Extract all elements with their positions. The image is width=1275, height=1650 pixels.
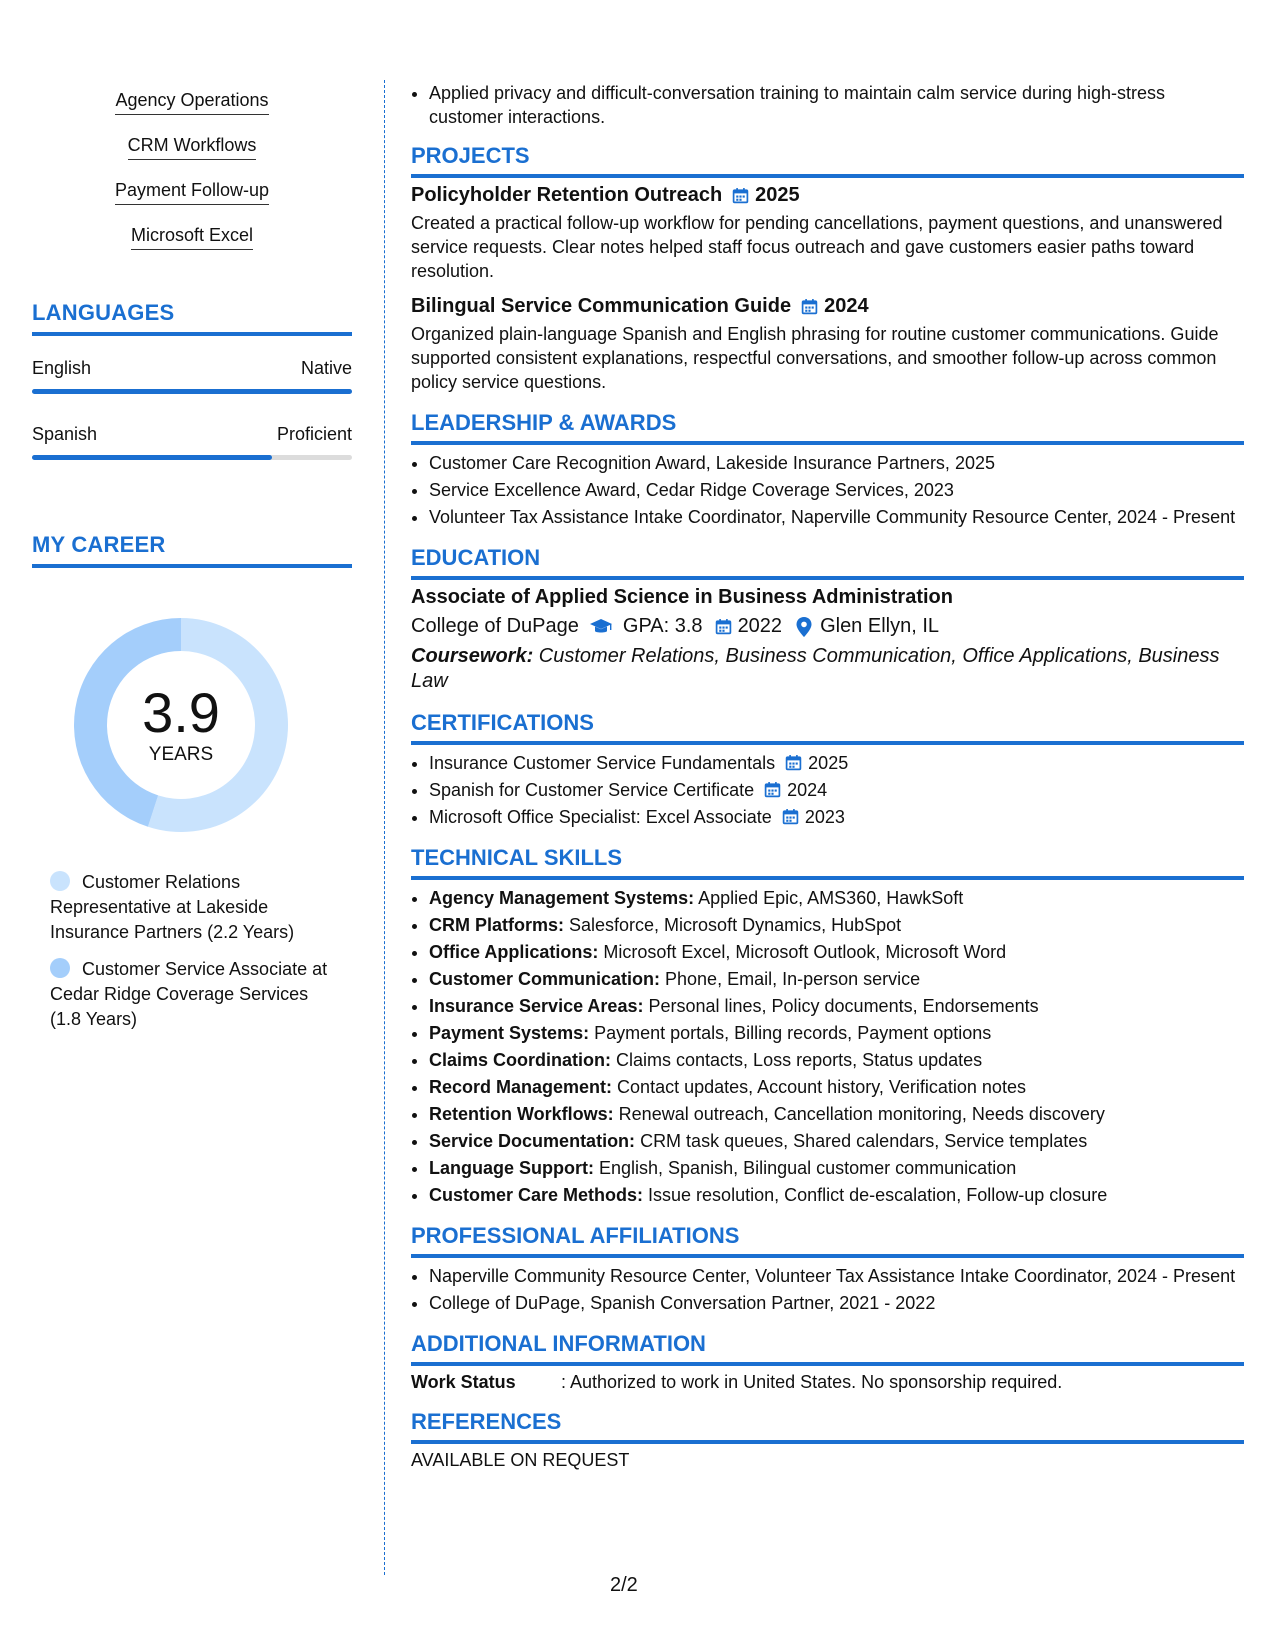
- certification-item: [429, 751, 1244, 775]
- skill-value: Payment portals, Billing records, Payment options: [589, 1023, 992, 1043]
- skill-label: Service Documentation:: [429, 1131, 636, 1151]
- section-rule: [411, 576, 1244, 580]
- project-year: 2024: [824, 295, 869, 317]
- skill-value: Applied Epic, AMS360, HawkSoft: [694, 888, 964, 908]
- section-rule: [411, 174, 1244, 178]
- skill-item: [429, 1021, 1244, 1045]
- skill-item: [429, 940, 1244, 964]
- school-name: College of DuPage: [411, 615, 579, 637]
- skill-tag: Payment Follow-up: [115, 174, 269, 205]
- projects-section: [411, 143, 1244, 394]
- skill-item: [429, 1075, 1244, 1099]
- career-section: [32, 532, 352, 1032]
- skill-label: Record Management:: [429, 1077, 613, 1097]
- skill-value: Issue resolution, Conflict de-escalation, Follow-up closure: [643, 1185, 1108, 1205]
- skill-item: [429, 1156, 1244, 1180]
- affiliation-item: • Naperville Community Resource Center, Volunteer Tax Assistance Intake Coordinator, 2024 - Present: [429, 1264, 1244, 1288]
- affiliations-section: [411, 1223, 1244, 1315]
- skill-item: [429, 1102, 1244, 1126]
- award-item: • Service Excellence Award, Cedar Ridge Coverage Services, 2023: [429, 478, 1244, 502]
- language-row: [32, 358, 352, 379]
- skill-item: [429, 967, 1244, 991]
- certification-year: 2025: [808, 753, 849, 773]
- section-rule: [411, 741, 1244, 745]
- certifications-list: [411, 751, 1244, 829]
- calendar-icon: [785, 754, 802, 771]
- language-name: English: [32, 358, 92, 378]
- skill-item: [429, 1048, 1244, 1072]
- career-legend: [32, 870, 352, 1032]
- section-rule: [411, 876, 1244, 880]
- coursework-list: Customer Relations, Business Communication, Office Applications, Business Law: [411, 645, 1220, 692]
- section-rule: [411, 1440, 1244, 1444]
- legend-dot: [50, 871, 70, 891]
- project-year: 2025: [755, 184, 800, 206]
- project-title: [411, 184, 1244, 207]
- degree-title: Associate of Applied Science in Business Administration: [411, 586, 953, 608]
- certification-name: Microsoft Office Specialist: Excel Associate: [429, 807, 772, 827]
- column-divider: [384, 80, 385, 1575]
- career-total-value: 3.9: [142, 681, 220, 744]
- skill-value: Phone, Email, In-person service: [660, 969, 921, 989]
- gpa: GPA: 3.8: [622, 615, 703, 637]
- technical-skills-section: [411, 845, 1244, 1207]
- career-legend-item: [50, 957, 330, 1032]
- right-column: [411, 80, 1244, 1471]
- skill-tag: CRM Workflows: [128, 129, 257, 160]
- skill-tag: Agency Operations: [115, 84, 268, 115]
- certification-year: 2023: [804, 807, 845, 827]
- skill-label: Claims Coordination:: [429, 1050, 612, 1070]
- certification-item: [429, 805, 1244, 829]
- experience-bullets: [411, 81, 1244, 129]
- affiliations-list: [411, 1264, 1244, 1315]
- skill-label: Language Support:: [429, 1158, 594, 1178]
- career-total-unit: YEARS: [148, 744, 214, 765]
- skill-label: CRM Platforms:: [429, 915, 565, 935]
- skill-value: Contact updates, Account history, Verification notes: [612, 1077, 1026, 1097]
- education-section: [411, 545, 1244, 694]
- skill-label: Customer Care Methods:: [429, 1185, 644, 1205]
- award-item: • Volunteer Tax Assistance Intake Coordinator, Naperville Community Resource Center, 2024 - Present: [429, 505, 1244, 529]
- calendar-icon: [801, 298, 818, 315]
- project-name: Bilingual Service Communication Guide: [411, 295, 792, 317]
- award-item: • Customer Care Recognition Award, Lakeside Insurance Partners, 2025: [429, 451, 1244, 475]
- career-legend-item: [50, 870, 330, 945]
- skill-value: Salesforce, Microsoft Dynamics, HubSpot: [564, 915, 902, 935]
- skill-tags: [32, 80, 352, 260]
- coursework-label: Coursework:: [411, 645, 534, 667]
- skill-item: [429, 913, 1244, 937]
- project-description: Created a practical follow-up workflow for pending cancellations, payment questions, and unanswered service requests. Clear notes helped staff focus outreach and gave customers easier paths toward resolution.: [411, 213, 1223, 281]
- languages-section: [32, 300, 352, 460]
- graduation-year: 2022: [737, 615, 783, 637]
- certifications-section: [411, 710, 1244, 829]
- skill-item: [429, 1183, 1244, 1207]
- calendar-icon: [764, 781, 781, 798]
- section-rule: [411, 1254, 1244, 1258]
- certification-year: 2024: [787, 780, 828, 800]
- career-donut-chart: [66, 610, 296, 840]
- coursework: [411, 644, 1244, 694]
- project-title: [411, 295, 1244, 318]
- graduation-cap-icon: [589, 618, 613, 636]
- additional-info-section: [411, 1331, 1244, 1393]
- skill-value: Renewal outreach, Cancellation monitoring, Needs discovery: [613, 1104, 1105, 1124]
- skill-label: Agency Management Systems:: [429, 888, 695, 908]
- project-description: Organized plain-language Spanish and English phrasing for routine customer communications. Guide supported consistent explanations, respectful conversations, and smoother follow-up across common policy service questions.: [411, 324, 1219, 392]
- education-details: [411, 615, 1244, 638]
- certifications-title: CERTIFICATIONS: [411, 710, 594, 735]
- project-name: Policyholder Retention Outreach: [411, 184, 723, 206]
- leadership-list: [411, 451, 1244, 529]
- references-section: [411, 1409, 1244, 1471]
- language-row: [32, 424, 352, 445]
- technical-skills-title: TECHNICAL SKILLS: [411, 845, 623, 870]
- section-rule: [32, 332, 352, 336]
- skill-label: Insurance Service Areas:: [429, 996, 644, 1016]
- language-level: Proficient: [276, 424, 352, 444]
- skill-item: [429, 1129, 1244, 1153]
- location-pin-icon: [796, 617, 812, 637]
- language-bar-fill: [32, 455, 272, 460]
- language-name: Spanish: [32, 424, 98, 444]
- section-rule: [411, 441, 1244, 445]
- calendar-icon: [715, 618, 732, 635]
- language-bar: [32, 455, 352, 460]
- calendar-icon: [782, 808, 799, 825]
- skill-value: CRM task queues, Shared calendars, Service templates: [635, 1131, 1088, 1151]
- education-title: EDUCATION: [411, 545, 541, 570]
- career-legend-text: Customer Relations Representative at Lakeside Insurance Partners (2.2 Years): [50, 872, 295, 942]
- languages-title: LANGUAGES: [32, 300, 175, 325]
- references-text: AVAILABLE ON REQUEST: [411, 1450, 630, 1470]
- language-bar-fill: [32, 389, 352, 394]
- language-bar: [32, 389, 352, 394]
- section-rule: [32, 564, 352, 568]
- leadership-title: LEADERSHIP & AWARDS: [411, 410, 677, 435]
- additional-info-title: ADDITIONAL INFORMATION: [411, 1331, 706, 1356]
- certification-item: [429, 778, 1244, 802]
- skill-label: Payment Systems:: [429, 1023, 590, 1043]
- projects-title: PROJECTS: [411, 143, 530, 168]
- work-status-value: : Authorized to work in United States. No sponsorship required.: [561, 1372, 1063, 1392]
- calendar-icon: [732, 187, 749, 204]
- skill-value: English, Spanish, Bilingual customer communication: [594, 1158, 1017, 1178]
- career-legend-text: Customer Service Associate at Cedar Ridge Coverage Services (1.8 Years): [50, 959, 328, 1029]
- skill-label: Customer Communication:: [429, 969, 661, 989]
- technical-skills-list: [411, 886, 1244, 1207]
- bullet-item: • Applied privacy and difficult-conversation training to maintain calm service during high-stress customer interactions.: [429, 81, 1244, 129]
- skill-label: Retention Workflows:: [429, 1104, 614, 1124]
- work-status-label: Work Status: [411, 1372, 516, 1392]
- work-status-row: [411, 1372, 1244, 1393]
- skill-label: Office Applications:: [429, 942, 599, 962]
- left-column: [32, 80, 352, 1044]
- certification-name: Insurance Customer Service Fundamentals: [429, 753, 776, 773]
- skill-item: [429, 886, 1244, 910]
- certification-name: Spanish for Customer Service Certificate: [429, 780, 755, 800]
- skill-item: [429, 994, 1244, 1018]
- skill-tag: Microsoft Excel: [131, 219, 253, 250]
- skill-value: Microsoft Excel, Microsoft Outlook, Microsoft Word: [598, 942, 1007, 962]
- school-location: Glen Ellyn, IL: [820, 615, 940, 637]
- affiliation-item: • College of DuPage, Spanish Conversation Partner, 2021 - 2022: [429, 1291, 1244, 1315]
- language-level: Native: [300, 358, 352, 378]
- skill-value: Personal lines, Policy documents, Endorsements: [643, 996, 1039, 1016]
- leadership-section: [411, 410, 1244, 529]
- affiliations-title: PROFESSIONAL AFFILIATIONS: [411, 1223, 740, 1248]
- legend-dot: [50, 958, 70, 978]
- references-title: REFERENCES: [411, 1409, 562, 1434]
- page-number: 2/2: [610, 1574, 638, 1596]
- career-title: MY CAREER: [32, 532, 166, 557]
- section-rule: [411, 1362, 1244, 1366]
- skill-value: Claims contacts, Loss reports, Status updates: [611, 1050, 983, 1070]
- donut-center: [66, 610, 296, 840]
